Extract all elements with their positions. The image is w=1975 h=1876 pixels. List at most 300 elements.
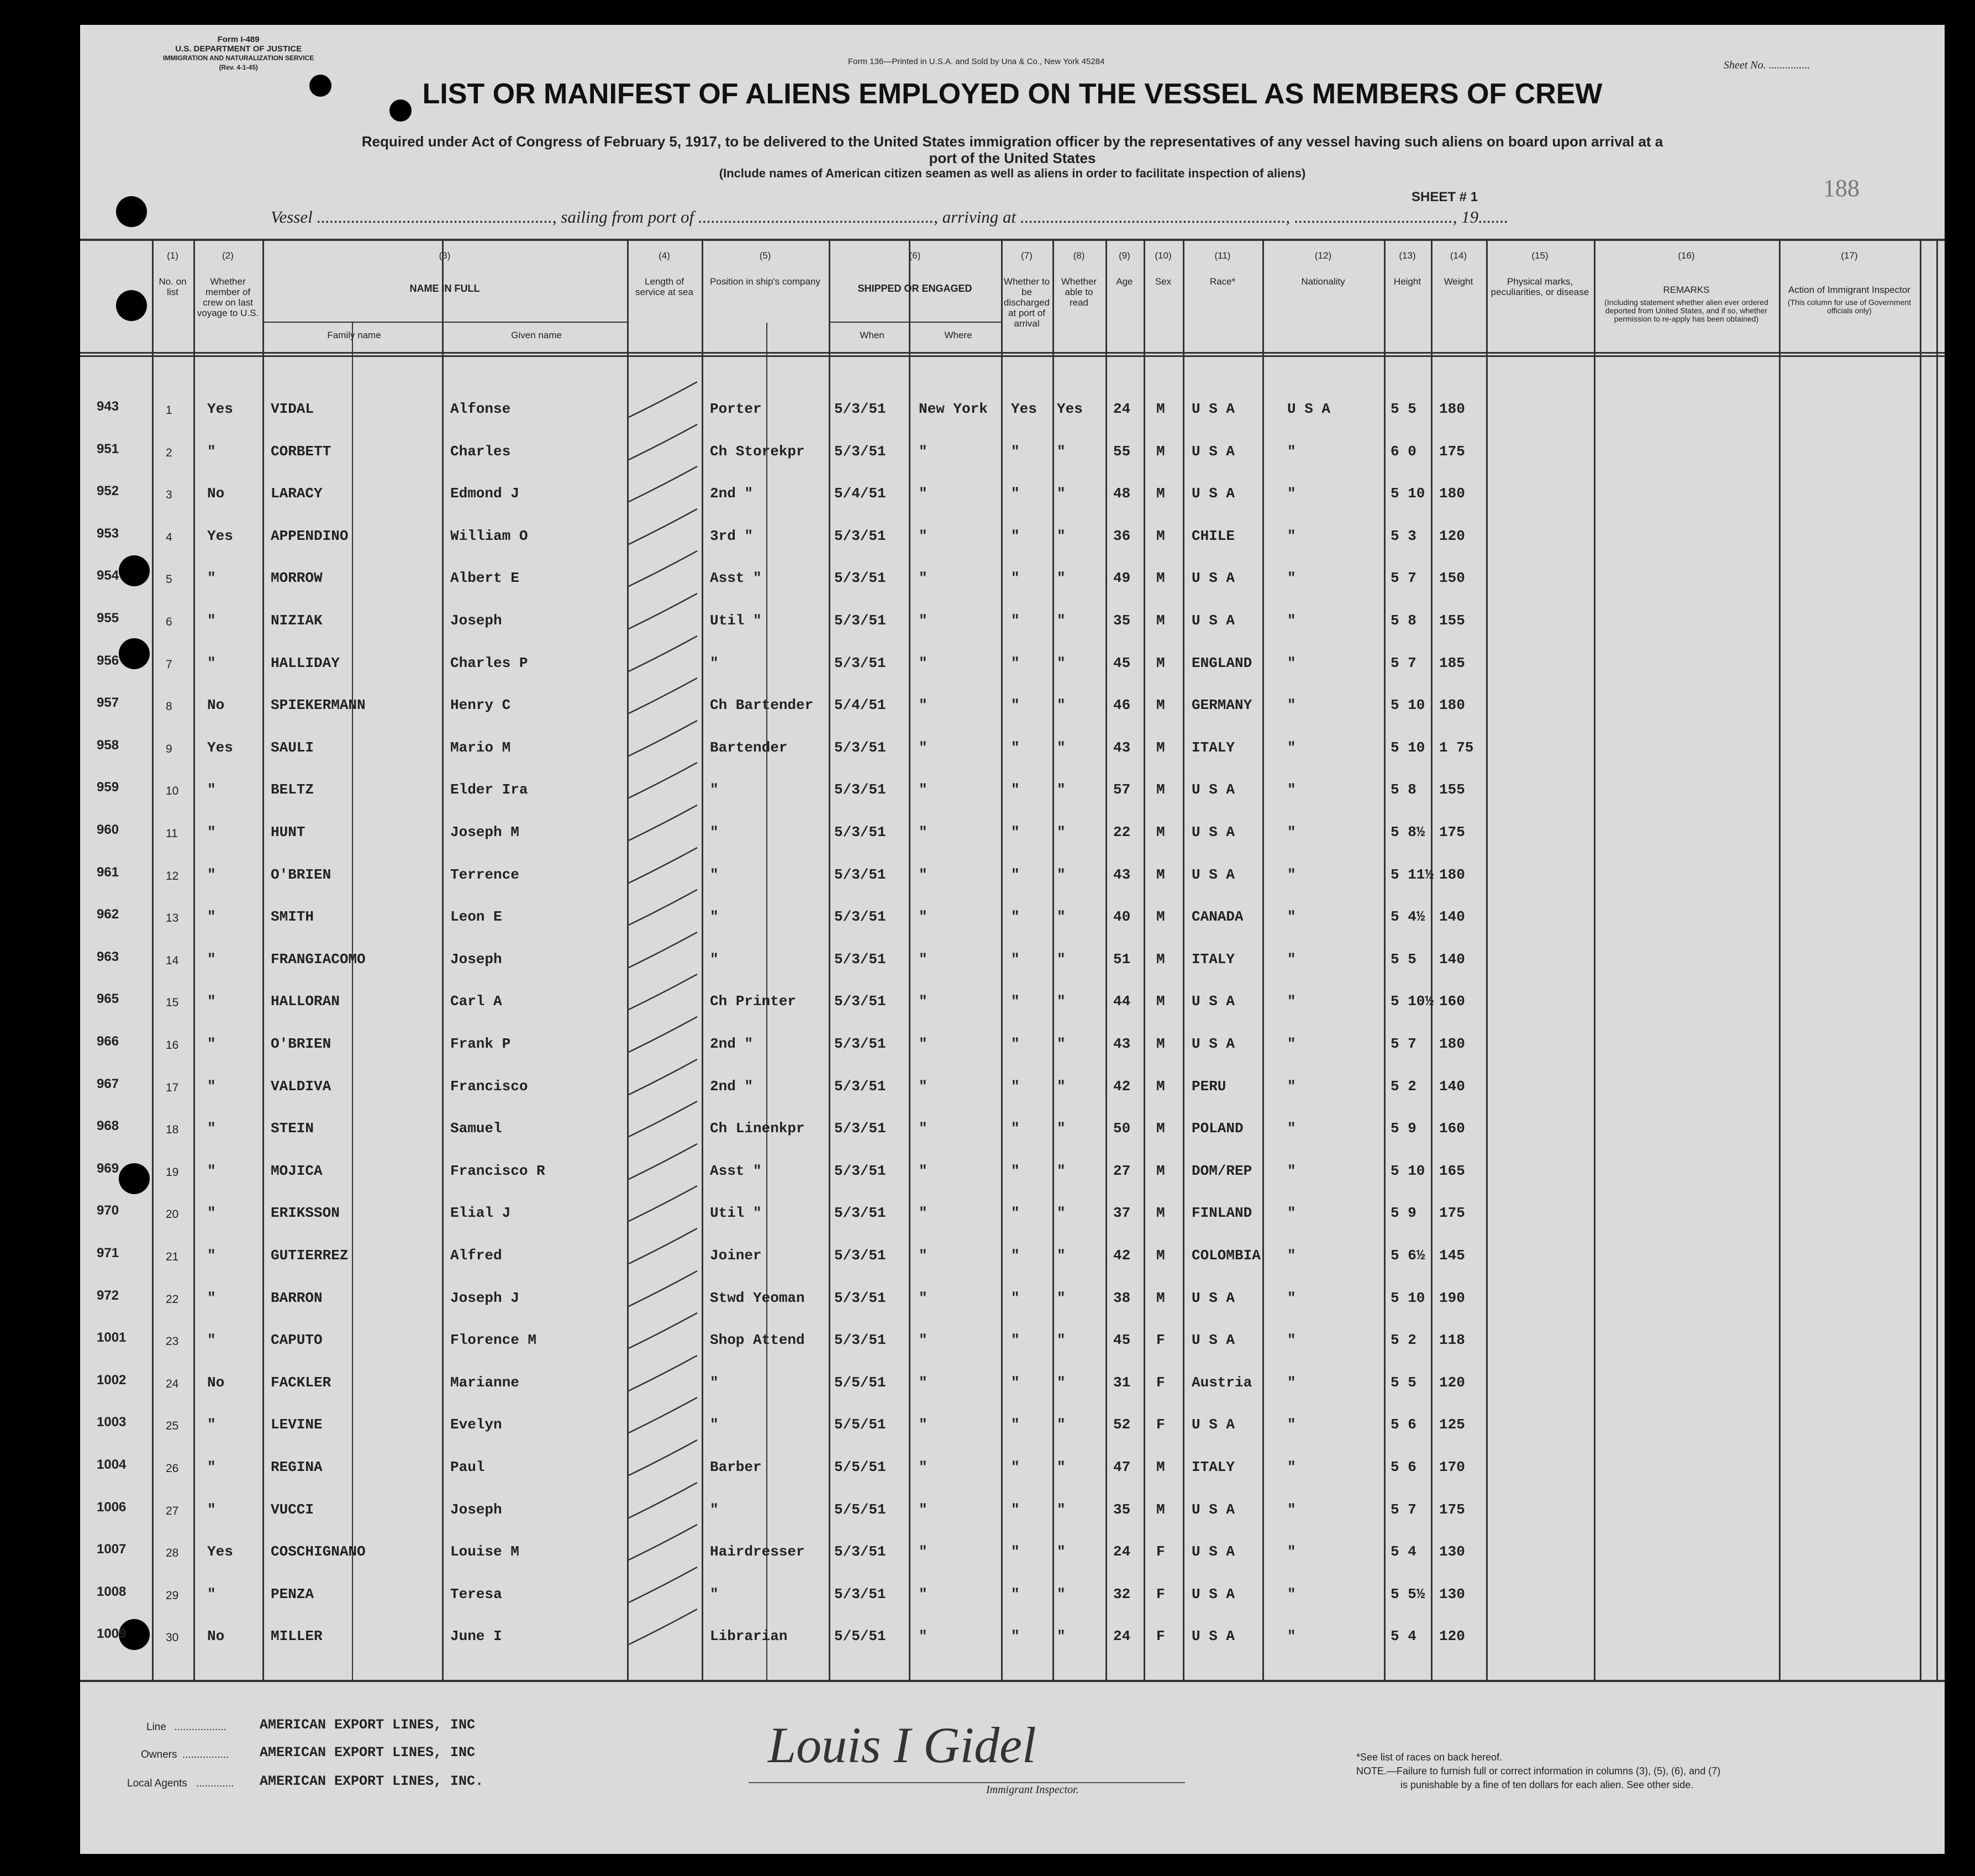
family-name: SAULI <box>271 739 314 756</box>
family-name: LEVINE <box>271 1416 323 1433</box>
height: 5 10 <box>1391 485 1425 502</box>
position: " <box>710 824 719 840</box>
weight: 165 <box>1439 1162 1465 1179</box>
subtitle-line: port of the United States <box>929 150 1096 166</box>
given-name: Joseph <box>450 950 502 968</box>
nationality: " <box>1287 908 1296 926</box>
weight: 160 <box>1439 1120 1465 1137</box>
family-name: PENZA <box>271 1585 314 1602</box>
crew-last-voyage: No <box>207 1374 225 1391</box>
race: U S A <box>1192 485 1235 502</box>
family-name: BELTZ <box>271 781 314 798</box>
shipped-when: 5/3/51 <box>834 1543 886 1560</box>
nationality: " <box>1287 1416 1296 1433</box>
given-name: Charles P <box>450 654 528 671</box>
sex: M <box>1156 401 1165 417</box>
family-name: REGINA <box>271 1459 323 1475</box>
list-number: 959 <box>97 780 119 795</box>
column-rule <box>909 240 910 1681</box>
shipped-when: 5/4/51 <box>834 485 886 502</box>
service-tick-mark <box>624 1479 702 1523</box>
height: 5 6 <box>1391 1459 1416 1475</box>
crew-last-voyage: " <box>207 1205 216 1222</box>
shipped-where: " <box>919 993 928 1010</box>
shipped-where: " <box>919 1501 928 1518</box>
height: 5 4 <box>1391 1628 1416 1645</box>
given-name: Joseph <box>450 1501 502 1518</box>
family-name: MORROW <box>271 570 323 587</box>
given-name: Samuel <box>450 1120 502 1137</box>
position: Librarian <box>710 1628 788 1645</box>
position: " <box>710 654 719 671</box>
age: 22 <box>1113 824 1131 840</box>
column-rule <box>1183 240 1184 1681</box>
column-header: No. on list <box>159 276 187 297</box>
column-rule <box>262 240 264 1681</box>
column-rule <box>1262 240 1264 1681</box>
column-rule <box>1486 240 1488 1681</box>
discharged: " <box>1011 570 1020 587</box>
column-header-note: (Including statement whether alien ever ordered deported from United States, and if so, whether permission to re-apply has been obtained) <box>1604 298 1768 323</box>
shipped-when: 5/3/51 <box>834 993 886 1010</box>
sex: M <box>1156 570 1165 587</box>
family-name: VIDAL <box>271 401 314 417</box>
race: ITALY <box>1192 1459 1235 1475</box>
position: " <box>710 781 719 798</box>
family-name: HALLORAN <box>271 993 340 1010</box>
shipped-where: " <box>919 654 928 671</box>
age: 43 <box>1113 1036 1131 1052</box>
able-to-read: " <box>1057 1628 1066 1645</box>
service-tick-mark <box>624 421 702 465</box>
given-name: Evelyn <box>450 1416 502 1433</box>
able-to-read: " <box>1057 950 1066 968</box>
row-index: 24 <box>166 1377 179 1390</box>
binder-hole <box>119 555 150 586</box>
list-number: 1001 <box>97 1330 127 1346</box>
position: Porter <box>710 401 762 417</box>
race: COLOMBIA <box>1192 1247 1261 1264</box>
position: Joiner <box>710 1247 762 1264</box>
given-name: Mario M <box>450 739 511 756</box>
weight: 145 <box>1439 1247 1465 1264</box>
age: 36 <box>1113 527 1131 544</box>
weight: 118 <box>1439 1332 1465 1349</box>
age: 32 <box>1113 1585 1131 1602</box>
discharged: " <box>1011 824 1020 840</box>
position: " <box>710 1585 719 1602</box>
height: 5 10½ <box>1391 993 1434 1010</box>
position: Util " <box>710 612 762 629</box>
discharged: Yes <box>1011 401 1037 417</box>
able-to-read: Yes <box>1057 401 1083 417</box>
able-to-read: " <box>1057 1078 1066 1095</box>
race: U S A <box>1192 1628 1235 1645</box>
sex: M <box>1156 612 1165 629</box>
family-name: MOJICA <box>271 1162 323 1179</box>
race: U S A <box>1192 612 1235 629</box>
discharged: " <box>1011 781 1020 798</box>
column-number: (7) <box>1021 250 1033 261</box>
crew-last-voyage: " <box>207 824 216 840</box>
list-number: 963 <box>97 949 119 964</box>
able-to-read: " <box>1057 485 1066 502</box>
shipped-where: " <box>919 866 928 883</box>
able-to-read: " <box>1057 993 1066 1010</box>
given-name: Frank P <box>450 1036 511 1052</box>
column-rule <box>702 240 703 1681</box>
sheet-no-label: Sheet No. ............... <box>1724 59 1810 71</box>
sex: M <box>1156 908 1165 926</box>
shipped-when: 5/5/51 <box>834 1501 886 1518</box>
column-header-note: (This column for use of Government officials only) <box>1787 298 1911 315</box>
discharged: " <box>1011 993 1020 1010</box>
nationality: " <box>1287 697 1296 714</box>
age: 37 <box>1113 1205 1131 1222</box>
family-name: FRANGIACOMO <box>271 950 366 968</box>
given-name: Elial J <box>450 1205 511 1222</box>
shipped-where: New York <box>919 401 988 417</box>
row-index: 20 <box>166 1208 179 1221</box>
list-number: 1006 <box>97 1499 127 1515</box>
binder-hole <box>119 638 150 669</box>
discharged: " <box>1011 1036 1020 1052</box>
row-index: 22 <box>166 1292 179 1306</box>
list-number: 954 <box>97 568 119 584</box>
shipped-when: 5/3/51 <box>834 739 886 756</box>
subtitle-note: (Include names of American citizen seamen as well as aliens in order to facilitate inspection of aliens) <box>719 166 1306 180</box>
service-tick-mark <box>624 1183 702 1227</box>
height: 5 8 <box>1391 612 1416 629</box>
age: 40 <box>1113 908 1131 926</box>
shipped-when: 5/3/51 <box>834 1247 886 1264</box>
age: 43 <box>1113 866 1131 883</box>
shipped-where: " <box>919 1205 928 1222</box>
weight: 175 <box>1439 443 1465 460</box>
position: Asst " <box>710 570 762 587</box>
family-name: CAPUTO <box>271 1332 323 1349</box>
given-name: Elder Ira <box>450 781 528 798</box>
service-tick-mark <box>624 1437 702 1481</box>
row-index: 16 <box>166 1039 179 1052</box>
nationality: " <box>1287 866 1296 883</box>
race: ITALY <box>1192 950 1235 968</box>
crew-last-voyage: Yes <box>207 401 233 417</box>
weight: 175 <box>1439 1501 1465 1518</box>
family-name: COSCHIGNANO <box>271 1543 366 1560</box>
list-number: 1008 <box>97 1584 127 1599</box>
race: DOM/REP <box>1192 1162 1252 1179</box>
column-header: REMARKS <box>1663 285 1710 295</box>
age: 38 <box>1113 1289 1131 1306</box>
able-to-read: " <box>1057 1416 1066 1433</box>
race: U S A <box>1192 401 1235 417</box>
weight: 190 <box>1439 1289 1465 1306</box>
form-id: Form I-489 <box>217 35 260 44</box>
manifest-sheet <box>80 25 1945 1854</box>
sex: M <box>1156 993 1165 1010</box>
row-index: 4 <box>166 530 172 544</box>
discharged: " <box>1011 1501 1020 1518</box>
able-to-read: " <box>1057 1289 1066 1306</box>
sex: F <box>1156 1332 1165 1349</box>
crew-last-voyage: " <box>207 1036 216 1052</box>
height: 5 5 <box>1391 950 1416 968</box>
discharged: " <box>1011 654 1020 671</box>
discharged: " <box>1011 485 1020 502</box>
sex: M <box>1156 781 1165 798</box>
shipped-when: 5/3/51 <box>834 1120 886 1137</box>
list-number: 958 <box>97 737 119 753</box>
race: U S A <box>1192 570 1235 587</box>
discharged: " <box>1011 1332 1020 1349</box>
column-header: SHIPPED OR ENGAGED <box>857 283 972 294</box>
column-header: Whether able to read <box>1061 276 1097 308</box>
nationality: " <box>1287 527 1296 544</box>
shipped-when: 5/3/51 <box>834 401 886 417</box>
race: U S A <box>1192 1543 1235 1560</box>
given-name: Francisco R <box>450 1162 545 1179</box>
subheader-rule <box>829 322 1001 323</box>
crew-last-voyage: " <box>207 612 216 629</box>
column-rule <box>1594 240 1595 1681</box>
position: " <box>710 1374 719 1391</box>
service-tick-mark <box>624 929 702 973</box>
column-rule <box>1936 240 1938 1681</box>
row-index: 8 <box>166 700 172 713</box>
nationality: " <box>1287 1247 1296 1264</box>
binder-hole <box>116 196 147 227</box>
height: 5 8 <box>1391 781 1416 798</box>
family-name: LARACY <box>271 485 323 502</box>
age: 43 <box>1113 739 1131 756</box>
vessel-line: Vessel ......................................................., sailing from port of ......................................................., arriving at .............................................................., ....................................., 19....... <box>271 207 1509 227</box>
weight: 160 <box>1439 993 1465 1010</box>
column-number: (13) <box>1399 250 1416 261</box>
crew-last-voyage: " <box>207 1501 216 1518</box>
weight: 120 <box>1439 1374 1465 1391</box>
shipped-when: 5/3/51 <box>834 950 886 968</box>
race: U S A <box>1192 1289 1235 1306</box>
service-tick-mark <box>624 633 702 677</box>
subtitle-line: Required under Act of Congress of February 5, 1917, to be delivered to the United States immigration officer by the representatives of any vessel having such aliens on board upon arrival at a <box>361 133 1663 150</box>
crew-last-voyage: " <box>207 1078 216 1095</box>
sex: M <box>1156 866 1165 883</box>
shipped-when: 5/3/51 <box>834 1078 886 1095</box>
shipped-where: " <box>919 1416 928 1433</box>
nationality: " <box>1287 1374 1296 1391</box>
nationality: " <box>1287 824 1296 840</box>
service-tick-mark <box>624 1521 702 1565</box>
family-name: SPIEKERMANN <box>271 697 366 714</box>
crew-last-voyage: No <box>207 485 225 502</box>
given-name: Terrence <box>450 866 519 883</box>
able-to-read: " <box>1057 1247 1066 1264</box>
crew-last-voyage: No <box>207 697 225 714</box>
column-number: (17) <box>1841 250 1858 261</box>
height: 5 6½ <box>1391 1247 1425 1264</box>
header-bottom-rule <box>80 352 1945 354</box>
nationality: " <box>1287 443 1296 460</box>
discharged: " <box>1011 739 1020 756</box>
footer-dots: .................. <box>174 1721 227 1733</box>
service-tick-mark <box>624 717 702 761</box>
crew-last-voyage: " <box>207 1247 216 1264</box>
column-rule <box>1431 240 1432 1681</box>
age: 42 <box>1113 1247 1131 1264</box>
list-number: 970 <box>97 1203 119 1218</box>
shipped-where: " <box>919 527 928 544</box>
age: 44 <box>1113 993 1131 1010</box>
weight: 175 <box>1439 1205 1465 1222</box>
race: U S A <box>1192 866 1235 883</box>
position: Hairdresser <box>710 1543 805 1560</box>
shipped-where: " <box>919 739 928 756</box>
sex: M <box>1156 824 1165 840</box>
list-number: 956 <box>97 653 119 668</box>
height: 5 10 <box>1391 1289 1425 1306</box>
position: Ch Linenkpr <box>710 1120 805 1137</box>
nationality: " <box>1287 1501 1296 1518</box>
nationality: " <box>1287 570 1296 587</box>
nationality: " <box>1287 485 1296 502</box>
row-index: 13 <box>166 912 179 925</box>
shipped-when: 5/3/51 <box>834 1036 886 1052</box>
column-number: (4) <box>659 250 670 261</box>
column-number: (5) <box>759 250 771 261</box>
column-header: Race* <box>1209 276 1236 287</box>
column-rule <box>1105 240 1107 1681</box>
footer-owners-value: AMERICAN EXPORT LINES, INC <box>260 1744 476 1761</box>
shipped-when: 5/3/51 <box>834 1332 886 1349</box>
crew-last-voyage: Yes <box>207 527 233 544</box>
race: U S A <box>1192 1416 1235 1433</box>
family-name: NIZIAK <box>271 612 323 629</box>
discharged: " <box>1011 1585 1020 1602</box>
position: Barber <box>710 1459 762 1475</box>
column-rule <box>1779 240 1781 1681</box>
service: IMMIGRATION AND NATURALIZATION SERVICE <box>163 54 314 62</box>
age: 51 <box>1113 950 1131 968</box>
footer-agents-label: Local Agents <box>127 1778 187 1789</box>
age: 42 <box>1113 1078 1131 1095</box>
height: 5 9 <box>1391 1120 1416 1137</box>
sex: M <box>1156 697 1165 714</box>
position: Shop Attend <box>710 1332 805 1349</box>
given-name: Leon E <box>450 908 502 926</box>
row-index: 27 <box>166 1504 179 1517</box>
discharged: " <box>1011 527 1020 544</box>
sex: M <box>1156 1120 1165 1137</box>
shipped-where: " <box>919 1628 928 1645</box>
service-tick-mark <box>624 1141 702 1185</box>
nationality: " <box>1287 1036 1296 1052</box>
age: 50 <box>1113 1120 1131 1137</box>
table-bottom-rule <box>80 1680 1945 1682</box>
position: Bartender <box>710 739 788 756</box>
position: " <box>710 1501 719 1518</box>
able-to-read: " <box>1057 1205 1066 1222</box>
shipped-when: 5/4/51 <box>834 697 886 714</box>
shipped-when: 5/3/51 <box>834 1162 886 1179</box>
list-number: 969 <box>97 1160 119 1176</box>
race: U S A <box>1192 993 1235 1010</box>
family-name: BARRON <box>271 1289 323 1306</box>
family-name: VUCCI <box>271 1501 314 1518</box>
race: U S A <box>1192 443 1235 460</box>
race: U S A <box>1192 781 1235 798</box>
sheet-number: SHEET # 1 <box>1412 190 1478 204</box>
nationality: " <box>1287 612 1296 629</box>
column-number: (3) <box>439 250 451 261</box>
shipped-when: 5/3/51 <box>834 1205 886 1222</box>
age: 57 <box>1113 781 1131 798</box>
list-number: 1007 <box>97 1542 127 1557</box>
height: 5 10 <box>1391 697 1425 714</box>
weight: 150 <box>1439 570 1465 587</box>
weight: 180 <box>1439 1036 1465 1052</box>
column-header: Age <box>1116 276 1133 287</box>
shipped-when: 5/3/51 <box>834 527 886 544</box>
table-top-rule <box>80 239 1945 241</box>
family-name: O'BRIEN <box>271 1036 331 1052</box>
nationality: " <box>1287 1120 1296 1137</box>
age: 31 <box>1113 1374 1131 1391</box>
able-to-read: " <box>1057 654 1066 671</box>
nationality: " <box>1287 1543 1296 1560</box>
shipped-when: 5/3/51 <box>834 866 886 883</box>
column-number: (6) <box>909 250 921 261</box>
sex: M <box>1156 443 1165 460</box>
age: 27 <box>1113 1162 1131 1179</box>
height: 5 2 <box>1391 1078 1416 1095</box>
given-name: Albert E <box>450 570 519 587</box>
list-number: 966 <box>97 1034 119 1049</box>
shipped-when: 5/5/51 <box>834 1374 886 1391</box>
age: 49 <box>1113 570 1131 587</box>
column-header: Whether to be discharged at port of arrival <box>1003 276 1050 329</box>
shipped-where: " <box>919 1459 928 1475</box>
shipped-when: 5/5/51 <box>834 1628 886 1645</box>
column-header: NAME IN FULL <box>409 283 480 294</box>
row-index: 14 <box>166 954 179 967</box>
position: Ch Storekpr <box>710 443 805 460</box>
shipped-when: 5/3/51 <box>834 908 886 926</box>
shipped-when: 5/3/51 <box>834 781 886 798</box>
shipped-where: " <box>919 824 928 840</box>
row-index: 21 <box>166 1250 179 1263</box>
discharged: " <box>1011 1247 1020 1264</box>
nationality: " <box>1287 1205 1296 1222</box>
service-tick-mark <box>624 1268 702 1312</box>
service-tick-mark <box>624 1606 702 1650</box>
footer-line-label: Line <box>146 1721 166 1733</box>
row-index: 11 <box>166 827 178 840</box>
shipped-when: 5/3/51 <box>834 1585 886 1602</box>
weight: 125 <box>1439 1416 1465 1433</box>
race: ENGLAND <box>1192 654 1252 671</box>
given-name: Louise M <box>450 1543 519 1560</box>
height: 5 7 <box>1391 1501 1416 1518</box>
given-name: Joseph J <box>450 1289 519 1306</box>
service-tick-mark <box>624 759 702 803</box>
service-tick-mark <box>624 1394 702 1438</box>
shipped-where: " <box>919 697 928 714</box>
service-tick-mark <box>624 1564 702 1608</box>
revision: (Rev. 4-1-45) <box>219 64 258 71</box>
shipped-where: " <box>919 570 928 587</box>
able-to-read: " <box>1057 1543 1066 1560</box>
